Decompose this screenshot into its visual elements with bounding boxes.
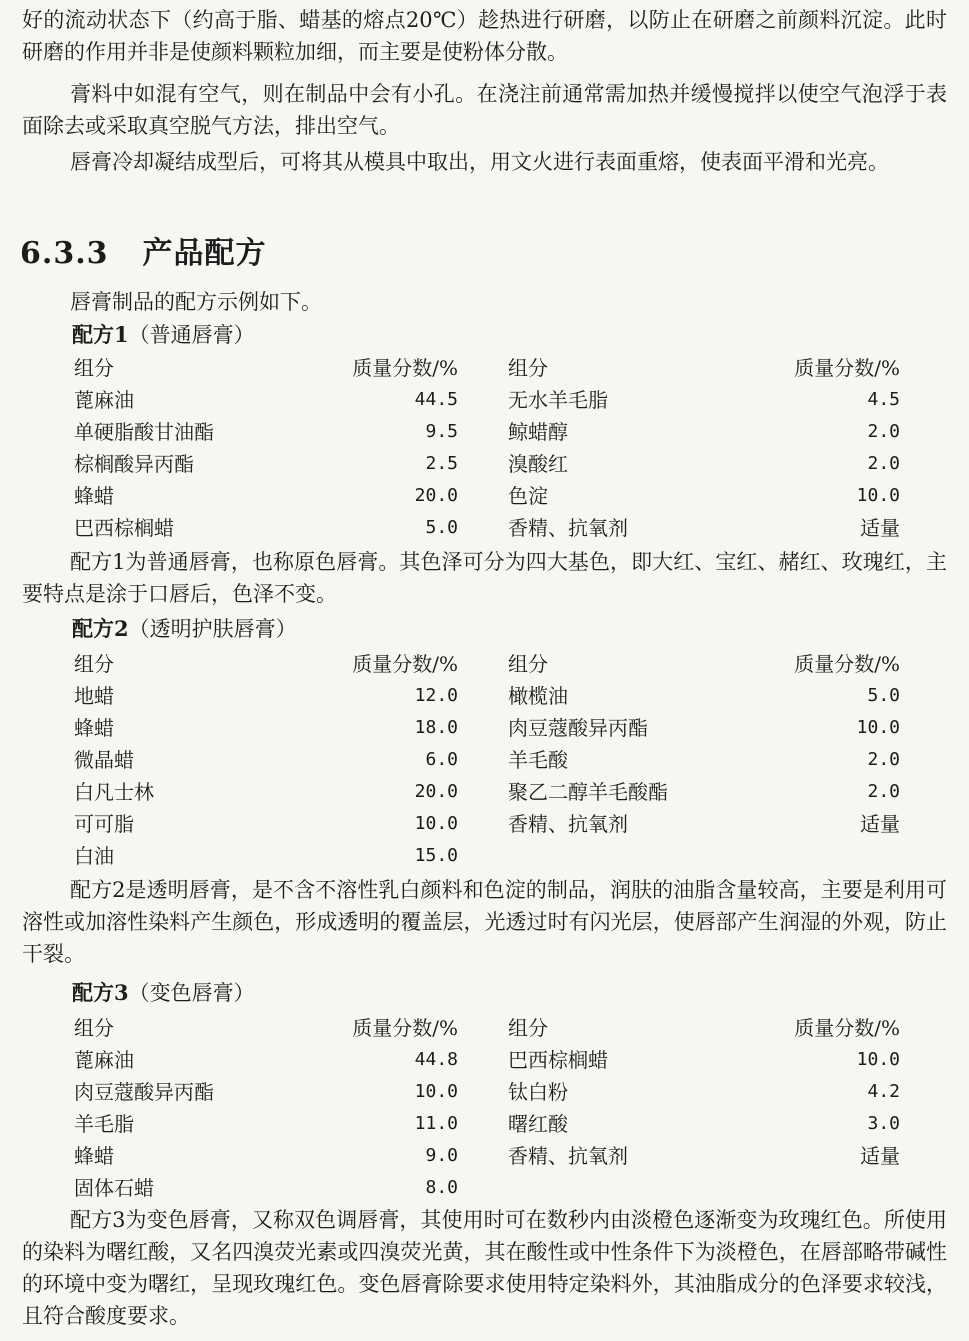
formula-1-name: （普通唇膏） bbox=[128, 323, 255, 347]
ingredient-name: 钛白粉 bbox=[508, 1080, 568, 1104]
table-row bbox=[72, 1172, 902, 1204]
ingredient-name: 蜂蜡 bbox=[74, 1144, 114, 1168]
ingredient-mass: 11.0 bbox=[414, 1113, 458, 1134]
ingredient-name: 蜂蜡 bbox=[74, 484, 114, 508]
ingredient-name: 蓖麻油 bbox=[74, 1048, 134, 1072]
ingredient-name: 单硬脂酸甘油酯 bbox=[74, 420, 214, 444]
formula-2-name: （透明护肤唇膏） bbox=[128, 617, 297, 641]
column-header-component: 组分 bbox=[508, 1016, 548, 1040]
ingredient-name: 蓖麻油 bbox=[74, 388, 134, 412]
ingredient-name: 肉豆蔻酸异丙酯 bbox=[508, 716, 648, 740]
ingredient-name: 地蜡 bbox=[74, 684, 114, 708]
ingredient-name: 肉豆蔻酸异丙酯 bbox=[74, 1080, 214, 1104]
ingredient-mass: 10.0 bbox=[414, 813, 458, 834]
ingredient-name: 棕榈酸异丙酯 bbox=[74, 452, 194, 476]
table-header-row bbox=[72, 352, 902, 384]
table-row bbox=[72, 1076, 902, 1108]
formula-1-table bbox=[72, 352, 902, 544]
ingredient-mass: 适量 bbox=[860, 1144, 900, 1168]
ingredient-name: 微晶蜡 bbox=[74, 748, 134, 772]
column-header-mass: 质量分数/% bbox=[794, 1016, 900, 1040]
ingredient-mass: 12.0 bbox=[414, 685, 458, 706]
formula-3-label: 配方3 bbox=[72, 980, 129, 1005]
ingredient-name: 曙红酸 bbox=[508, 1112, 568, 1136]
ingredient-mass: 2.5 bbox=[425, 453, 458, 474]
section-intro: 唇膏制品的配方示例如下。 bbox=[70, 290, 322, 314]
ingredient-name: 橄榄油 bbox=[508, 684, 568, 708]
ingredient-name: 羊毛脂 bbox=[74, 1112, 134, 1136]
ingredient-mass: 4.5 bbox=[867, 389, 900, 410]
table-row bbox=[72, 776, 902, 808]
ingredient-mass: 适量 bbox=[860, 812, 900, 836]
formula-2-heading bbox=[72, 614, 297, 644]
ingredient-name: 无水羊毛脂 bbox=[508, 388, 608, 412]
table-row bbox=[72, 480, 902, 512]
ingredient-mass: 2.0 bbox=[867, 453, 900, 474]
formula-2-label: 配方2 bbox=[72, 616, 129, 641]
ingredient-name: 可可脂 bbox=[74, 812, 134, 836]
ingredient-mass: 10.0 bbox=[856, 1049, 900, 1070]
ingredient-name: 白凡士林 bbox=[74, 780, 154, 804]
table-row bbox=[72, 416, 902, 448]
column-header-component: 组分 bbox=[74, 652, 114, 676]
ingredient-mass: 18.0 bbox=[414, 717, 458, 738]
table-header-row bbox=[72, 648, 902, 680]
ingredient-mass: 适量 bbox=[860, 516, 900, 540]
ingredient-name: 巴西棕榈蜡 bbox=[74, 516, 174, 540]
formula-1-description: 配方1为普通唇膏，也称原色唇膏。其色泽可分为四大基色，即大红、宝红、赭红、玫瑰红，主要特点是涂于口唇后，色泽不变。 bbox=[22, 550, 947, 606]
formula-2-table bbox=[72, 648, 902, 872]
section-number: 6.3.3 bbox=[20, 236, 109, 271]
ingredient-mass: 5.0 bbox=[425, 517, 458, 538]
formula-3-name: （变色唇膏） bbox=[128, 981, 255, 1005]
ingredient-mass: 9.0 bbox=[425, 1145, 458, 1166]
ingredient-name: 鲸蜡醇 bbox=[508, 420, 568, 444]
column-header-mass: 质量分数/% bbox=[352, 652, 458, 676]
column-header-mass: 质量分数/% bbox=[352, 356, 458, 380]
ingredient-name: 白油 bbox=[74, 844, 114, 868]
ingredient-mass: 8.0 bbox=[425, 1177, 458, 1198]
ingredient-mass: 2.0 bbox=[867, 781, 900, 802]
column-header-component: 组分 bbox=[508, 356, 548, 380]
ingredient-mass: 44.8 bbox=[414, 1049, 458, 1070]
ingredient-name: 固体石蜡 bbox=[74, 1176, 154, 1200]
formula-3-table bbox=[72, 1012, 902, 1204]
formula-2-description: 配方2是透明唇膏，是不含不溶性乳白颜料和色淀的制品，润肤的油脂含量较高，主要是利用可溶性或加溶性染料产生颜色，形成透明的覆盖层，光透过时有闪光层，使唇部产生润湿的外观，防止干裂。 bbox=[22, 878, 947, 966]
table-row bbox=[72, 840, 902, 872]
ingredient-name: 羊毛酸 bbox=[508, 748, 568, 772]
table-row bbox=[72, 1044, 902, 1076]
formula-3-heading bbox=[72, 978, 255, 1008]
ingredient-mass: 20.0 bbox=[414, 781, 458, 802]
intro-paragraph-3: 唇膏冷却凝结成型后，可将其从模具中取出，用文火进行表面重熔，使表面平滑和光亮。 bbox=[70, 150, 889, 174]
table-row bbox=[72, 1108, 902, 1140]
formula-1-heading bbox=[72, 320, 255, 350]
column-header-mass: 质量分数/% bbox=[352, 1016, 458, 1040]
formula-3-description: 配方3为变色唇膏，又称双色调唇膏，其使用时可在数秒内由淡橙色逐渐变为玫瑰红色。所使用的染料为曙红酸，又名四溴荧光素或四溴荧光黄，其在酸性或中性条件下为淡橙色，在唇部略带碱性的环境中变为曙红，呈现玫瑰红色。变色唇膏除要求使用特定染料外，其油脂成分的色泽要求较浅，且符合酸度要求。 bbox=[22, 1208, 947, 1328]
ingredient-mass: 20.0 bbox=[414, 485, 458, 506]
section-heading bbox=[20, 228, 267, 272]
ingredient-mass: 10.0 bbox=[414, 1081, 458, 1102]
table-row bbox=[72, 1140, 902, 1172]
ingredient-name: 色淀 bbox=[508, 484, 548, 508]
ingredient-mass: 10.0 bbox=[856, 717, 900, 738]
ingredient-name: 聚乙二醇羊毛酸酯 bbox=[508, 780, 668, 804]
column-header-component: 组分 bbox=[508, 652, 548, 676]
ingredient-mass: 3.0 bbox=[867, 1113, 900, 1134]
intro-paragraph-1: 好的流动状态下（约高于脂、蜡基的熔点20℃）趁热进行研磨，以防止在研磨之前颜料沉淀。此时研磨的作用并非是使颜料颗粒加细，而主要是使粉体分散。 bbox=[22, 8, 947, 64]
ingredient-mass: 2.0 bbox=[867, 421, 900, 442]
column-header-component: 组分 bbox=[74, 356, 114, 380]
ingredient-name: 香精、抗氧剂 bbox=[508, 516, 628, 540]
ingredient-name: 香精、抗氧剂 bbox=[508, 1144, 628, 1168]
column-header-mass: 质量分数/% bbox=[794, 652, 900, 676]
table-row bbox=[72, 680, 902, 712]
column-header-component: 组分 bbox=[74, 1016, 114, 1040]
section-title: 产品配方 bbox=[142, 236, 267, 271]
ingredient-mass: 5.0 bbox=[867, 685, 900, 706]
formula-1-label: 配方1 bbox=[72, 322, 129, 347]
table-row bbox=[72, 712, 902, 744]
table-row bbox=[72, 744, 902, 776]
table-row bbox=[72, 384, 902, 416]
ingredient-mass: 2.0 bbox=[867, 749, 900, 770]
table-row bbox=[72, 448, 902, 480]
table-header-row bbox=[72, 1012, 902, 1044]
ingredient-mass: 15.0 bbox=[414, 845, 458, 866]
ingredient-name: 香精、抗氧剂 bbox=[508, 812, 628, 836]
column-header-mass: 质量分数/% bbox=[794, 356, 900, 380]
ingredient-name: 溴酸红 bbox=[508, 452, 568, 476]
ingredient-mass: 9.5 bbox=[425, 421, 458, 442]
ingredient-mass: 44.5 bbox=[414, 389, 458, 410]
ingredient-mass: 4.2 bbox=[867, 1081, 900, 1102]
intro-paragraph-2: 膏料中如混有空气，则在制品中会有小孔。在浇注前通常需加热并缓慢搅拌以使空气泡浮于表面除去或采取真空脱气方法，排出空气。 bbox=[22, 82, 947, 138]
ingredient-mass: 6.0 bbox=[425, 749, 458, 770]
ingredient-name: 巴西棕榈蜡 bbox=[508, 1048, 608, 1072]
ingredient-name: 蜂蜡 bbox=[74, 716, 114, 740]
ingredient-mass: 10.0 bbox=[856, 485, 900, 506]
table-row bbox=[72, 808, 902, 840]
table-row bbox=[72, 512, 902, 544]
